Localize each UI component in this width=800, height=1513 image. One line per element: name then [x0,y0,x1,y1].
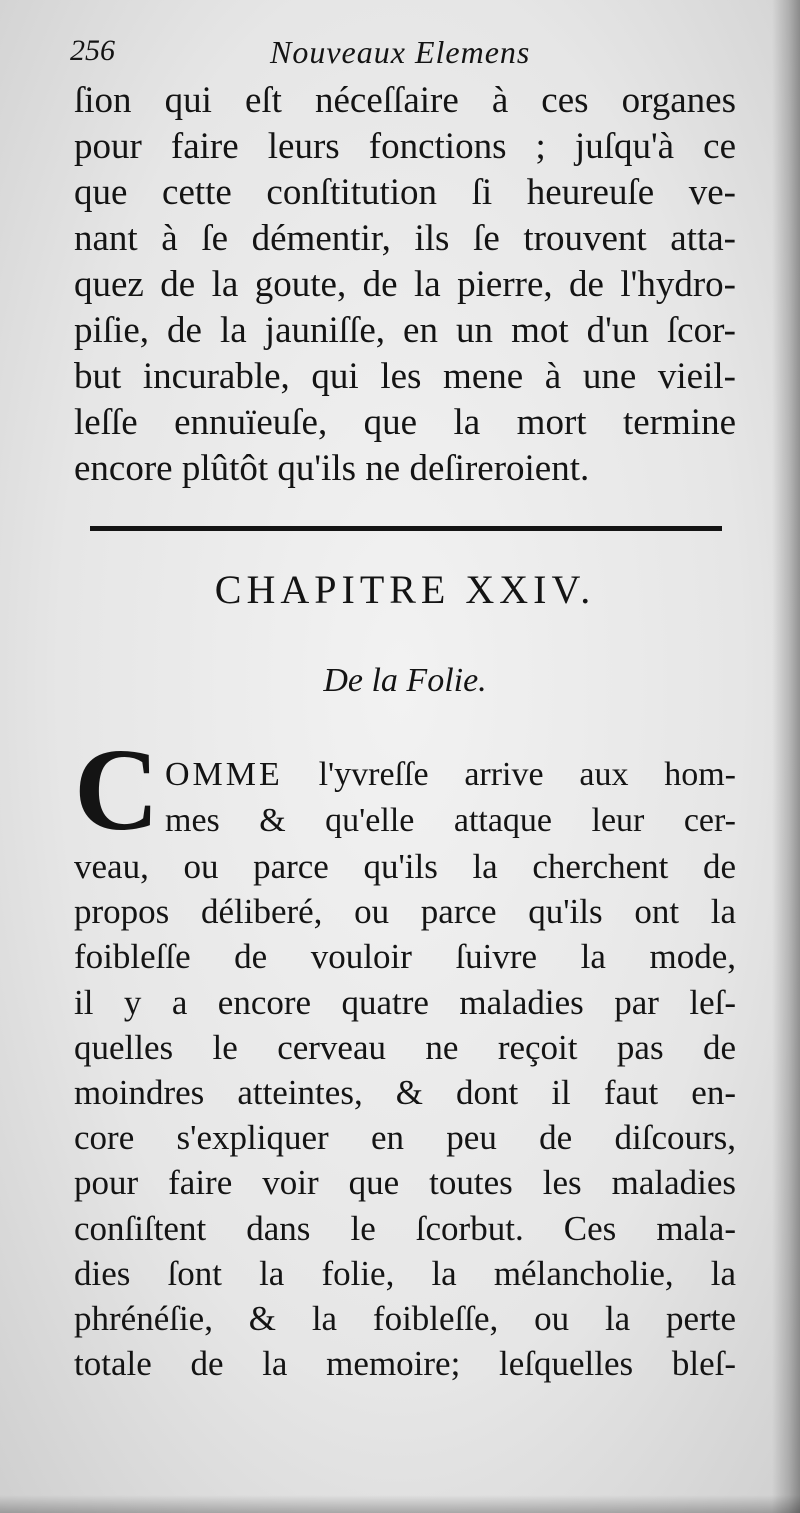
text-line: que cette conſtitution ſi heureuſe ve- [74,172,736,213]
first-line-caps: OMME [165,756,283,793]
text-line: piſie, de la jauniſſe, en un mot d'un ſcor- [74,310,736,351]
page-number: 256 [70,34,115,67]
text-line: veau, ou parce qu'ils la cherchent de [74,847,736,886]
paragraph-second-line [165,798,736,844]
text-line: but incurable, qui les mene à une vieil- [74,356,736,397]
drop-cap: C [74,724,160,855]
text-line: quelles le cerveau ne reçoit pas de [74,1027,736,1067]
page-bottom-shadow [0,1495,800,1513]
text-line: nant à ſe démentir, ils ſe trouvent atta- [74,218,736,259]
text-line: dies ſont la folie, la mélancholie, la [74,1253,736,1293]
text-line: pour faire leurs fonctions ; juſqu'à ce [74,126,736,167]
text-line: foibleſſe de vouloir ſuivre la mode, [74,937,736,977]
paragraph-first-line [165,752,736,798]
text-line: encore plûtôt qu'ils ne deſireroient. [74,448,590,489]
text-line: phrénéſie, & la foibleſſe, ou la perte [74,1298,736,1338]
page-edge-shadow [772,0,800,1513]
text-line: ſion qui eſt néceſſaire à ces organes [74,80,736,121]
text-line: mes & qu'elle attaque leur cer- [165,802,736,839]
text-line: conſiſtent dans le ſcorbut. Ces mala- [74,1208,736,1248]
text-line: pour faire voir que toutes les maladies [74,1163,736,1203]
chapter-heading: CHAPITRE XXIV. [214,567,596,612]
text-line: leſſe ennuïeuſe, que la mort termine [74,402,736,443]
chapter-rule [90,526,722,531]
text-line: core s'expliquer en peu de diſcours, [74,1118,736,1158]
text-line: totale de la memoire; leſquelles bleſ- [74,1344,736,1384]
first-line-rest: l'yvreſſe arrive aux hom- [282,756,736,793]
running-title: Nouveaux Elemens [270,34,531,70]
continued-text [74,78,736,492]
paragraph-body [74,844,736,1386]
text-line: il y a encore quatre maladies par leſ- [74,982,736,1022]
text-line: quez de la goute, de la pierre, de l'hydro- [74,264,736,305]
chapter-subtitle: De la Folie. [323,662,487,699]
running-head [70,30,730,74]
text-line: propos déliberé, ou parce qu'ils ont la [74,892,736,932]
text-line: moindres atteintes, & dont il faut en- [74,1072,736,1112]
